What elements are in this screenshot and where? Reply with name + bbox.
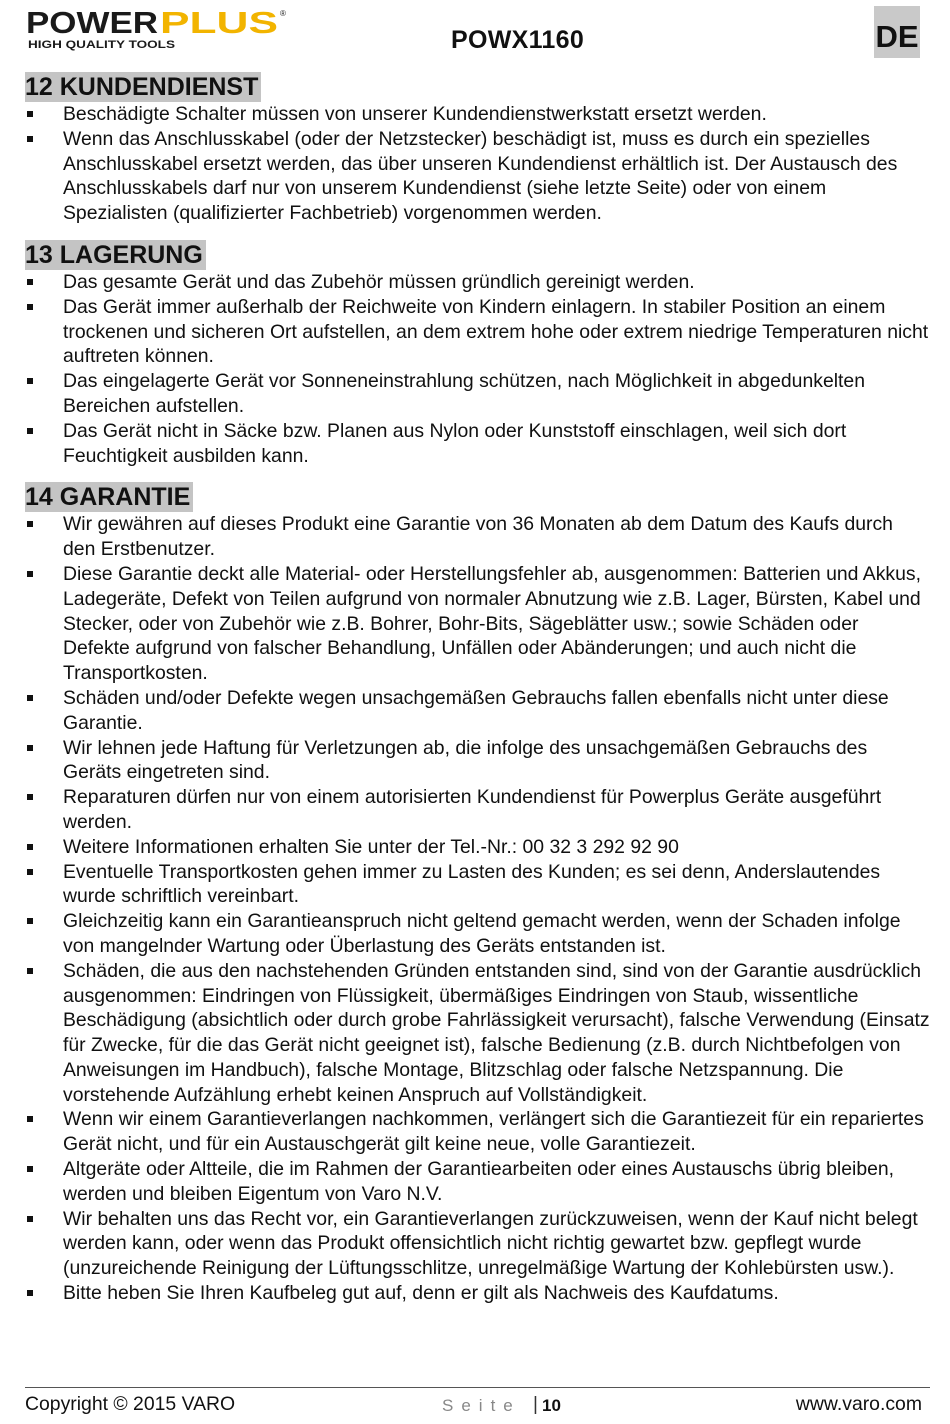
bullet-list — [25, 102, 930, 226]
list-item — [25, 1281, 930, 1306]
list-item — [25, 959, 930, 1108]
square-bullet-icon — [27, 136, 33, 142]
square-bullet-icon — [27, 968, 33, 974]
list-item — [25, 736, 930, 786]
page-header — [0, 0, 950, 70]
svg-text:POWER: POWER — [26, 6, 158, 40]
list-item — [25, 860, 930, 910]
square-bullet-icon — [27, 745, 33, 751]
list-item — [25, 1157, 930, 1207]
page-separator: | — [533, 1394, 538, 1415]
list-item-text: Gleichzeitig kann ein Garantieanspruch nicht geltend gemacht werden, wenn der Schaden infolge von mangelnder Wartung oder Überlastung des Geräts entstanden ist. — [63, 910, 901, 957]
list-item-text: Das gesamte Gerät und das Zubehör müssen gründlich gereinigt werden. — [63, 270, 695, 293]
svg-text:HIGH QUALITY TOOLS: HIGH QUALITY TOOLS — [28, 39, 175, 51]
language-badge: DE — [874, 6, 920, 58]
list-item-text: Wir gewähren auf dieses Produkt eine Garantie von 36 Monaten ab dem Datum des Kaufs durch den Erstbenutzer. — [63, 513, 893, 561]
section — [25, 72, 930, 226]
list-item-text: Wenn wir einem Garantieverlangen nachkommen, verlängert sich die Garantiezeit für ein repariertes Gerät nicht, und für ein Austauschgerät gilt keine neue, volle Garantiezeit. — [63, 1108, 924, 1156]
square-bullet-icon — [27, 1166, 33, 1172]
list-item-text: Schäden, die aus den nachstehenden Gründen entstanden sind, sind von der Garantie ausdrücklich ausgenommen: Eindringen von Flüssigkeit, übermäßiges Eindringen von Staub, wissentliche Beschädigung (absichtlich oder durch grobe Fahrlässigkeit verursacht), falsche Verwendung (Einsatz für Zwecke, für die das Gerät nicht geeignet ist), falsche Bedienung (z.B. durch Nichtbefolgen von Anweisungen im Handbuch), falsche Montage, Blitzschlag oder falsche Netzspannung. Die vorstehende Aufzählung erhebt keinen Anspruch auf Vollständigkeit. — [63, 959, 930, 1106]
square-bullet-icon — [27, 378, 33, 384]
document-body — [25, 72, 930, 1320]
list-item — [25, 909, 930, 959]
list-item — [25, 102, 930, 127]
list-item-text: Altgeräte oder Altteile, die im Rahmen der Garantiearbeiten oder eines Austauschs übrig bleiben, werden und bleiben Eigentum von Varo N.V. — [63, 1158, 895, 1205]
section-title: 12 KUNDENDIENST — [25, 72, 261, 102]
list-item — [25, 270, 930, 295]
svg-text:PLUS: PLUS — [160, 6, 278, 40]
square-bullet-icon — [27, 571, 33, 577]
list-item — [25, 785, 930, 835]
list-item-text: Reparaturen dürfen nur von einem autorisierten Kundendienst für Powerplus Geräte ausgeführt werden. — [63, 786, 882, 833]
list-item-text: Wir behalten uns das Recht vor, ein Garantieverlangen zurückzuweisen, wenn der Kauf nicht belegt werden kann, oder wenn das Produkt offensichtlich nicht richtig gewartet bzw. gepflegt wurde (unzureichende Reinigung der Lüftungsschlitze, unregelmäßige Wartung der Kohlebürsten usw.). — [63, 1207, 918, 1280]
list-item — [25, 369, 930, 419]
square-bullet-icon — [27, 794, 33, 800]
square-bullet-icon — [27, 844, 33, 850]
bullet-list — [25, 270, 930, 468]
square-bullet-icon — [27, 279, 33, 285]
square-bullet-icon — [27, 918, 33, 924]
list-item — [25, 1107, 930, 1157]
copyright-text: Copyright © 2015 VARO — [25, 1393, 236, 1415]
section-title: 13 LAGERUNG — [25, 240, 206, 270]
page-footer — [0, 1384, 950, 1424]
footer-divider — [25, 1387, 930, 1388]
section-title: 14 GARANTIE — [25, 482, 193, 512]
square-bullet-icon — [27, 869, 33, 875]
page-label: Seite — [442, 1396, 521, 1415]
website-link[interactable]: www.varo.com — [795, 1393, 922, 1415]
list-item-text: Das Gerät immer außerhalb der Reichweite von Kindern einlagern. In stabiler Position an einem trockenen und sicheren Ort aufstellen, an dem extrem hohe oder extrem niedrige Temperaturen nicht auftreten können. — [63, 295, 929, 368]
square-bullet-icon — [27, 1116, 33, 1122]
powerplus-logo — [26, 6, 296, 52]
list-item — [25, 127, 930, 226]
list-item-text: Das Gerät nicht in Säcke bzw. Planen aus Nylon oder Kunststoff einschlagen, weil sich dort Feuchtigkeit ausbilden kann. — [63, 419, 847, 467]
list-item-text: Beschädigte Schalter müssen von unserer Kundendienstwerkstatt ersetzt werden. — [63, 103, 767, 125]
list-item — [25, 562, 930, 686]
square-bullet-icon — [27, 111, 33, 117]
model-number: POWX1160 — [451, 26, 585, 54]
bullet-list — [25, 512, 930, 1306]
list-item-text: Diese Garantie deckt alle Material- oder Herstellungsfehler ab, ausgenommen: Batterien und Akkus, Ladegeräte, Defekt von Teilen aufgrund von normaler Abnutzung wie z.B. Lager, Bürsten, Kabel und Stecker, oder von Zubehör wie z.B. Bohrer, Bohr-Bits, Sägeblätter usw.; sowie Schäden oder Defekte aufgrund von falscher Behandlung, Unfällen oder Abänderungen; und auch nicht die Transportkosten. — [63, 562, 921, 685]
square-bullet-icon — [27, 428, 33, 434]
list-item — [25, 686, 930, 736]
square-bullet-icon — [27, 1216, 33, 1222]
svg-text:®: ® — [280, 9, 286, 18]
list-item-text: Wir lehnen jede Haftung für Verletzungen ab, die infolge des unsachgemäßen Gebrauchs des Geräts eingetreten sind. — [63, 736, 868, 784]
list-item — [25, 512, 930, 562]
list-item — [25, 835, 930, 860]
square-bullet-icon — [27, 521, 33, 527]
list-item-text: Schäden und/oder Defekte wegen unsachgemäßen Gebrauchs fallen ebenfalls nicht unter diese Garantie. — [63, 686, 889, 734]
list-item — [25, 1207, 930, 1281]
list-item-text: Wenn das Anschlusskabel (oder der Netzstecker) beschädigt ist, muss es durch ein spezielles Anschlusskabel ersetzt werden, das über unseren Kundendienst erhältlich ist. Der Austausch des Anschlusskabels darf nur von unserem Kundendienst (siehe letzte Seite) oder von einem Spezialisten (qualifizierter Fachbetrieb) vorgenommen werden. — [63, 127, 898, 225]
section — [25, 240, 930, 468]
page-number: 10 — [542, 1396, 561, 1415]
list-item-text: Bitte heben Sie Ihren Kaufbeleg gut auf, denn er gilt als Nachweis des Kaufdatums. — [63, 1282, 779, 1305]
square-bullet-icon — [27, 304, 33, 310]
square-bullet-icon — [27, 695, 33, 701]
list-item-text: Weitere Informationen erhalten Sie unter der Tel.-Nr.: 00 32 3 292 92 90 — [63, 835, 679, 858]
square-bullet-icon — [27, 1290, 33, 1296]
list-item — [25, 295, 930, 369]
section — [25, 482, 930, 1306]
list-item-text: Eventuelle Transportkosten gehen immer zu Lasten des Kunden; es sei denn, Anderslautendes wurde schriftlich vereinbart. — [63, 860, 881, 908]
list-item-text: Das eingelagerte Gerät vor Sonneneinstrahlung schützen, nach Möglichkeit in abgedunkelten Bereichen aufstellen. — [63, 370, 865, 417]
list-item — [25, 419, 930, 469]
